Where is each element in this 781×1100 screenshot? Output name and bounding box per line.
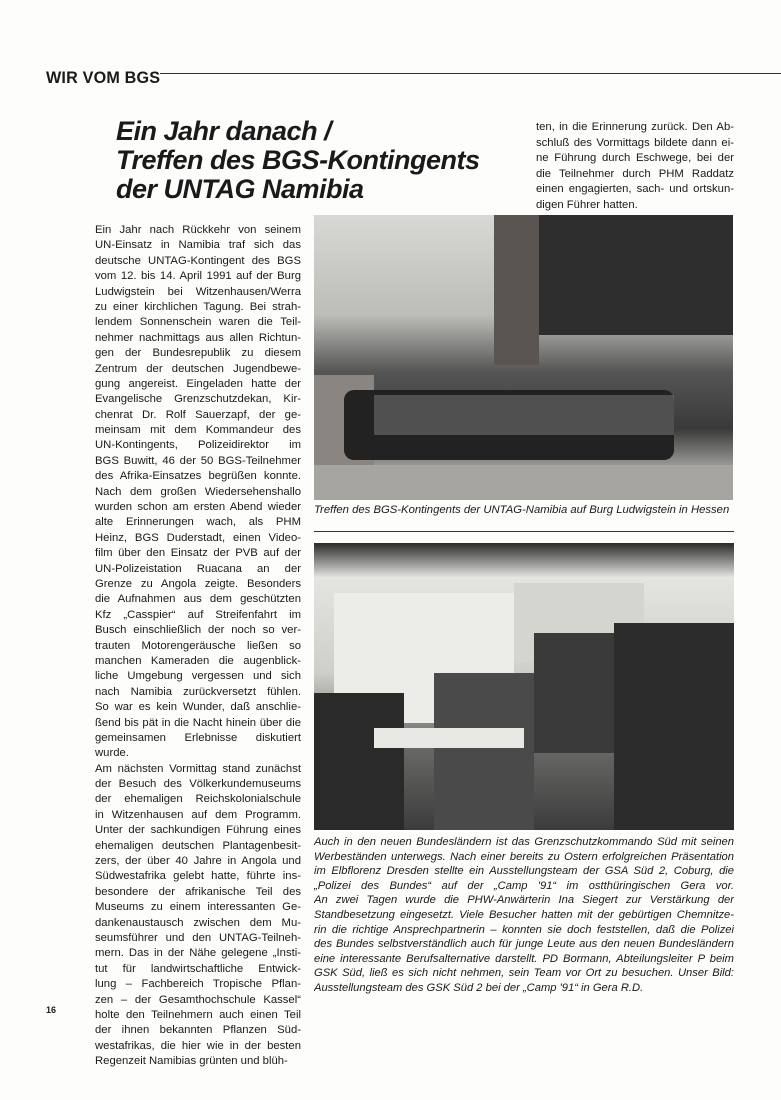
text-line: Museums zu einem interessanten Ge- bbox=[95, 901, 301, 914]
title-line: der UNTAG Namibia bbox=[116, 174, 364, 204]
text-line: besondere der afrikanische Teil des bbox=[95, 885, 301, 898]
text-line: UN-Kontingents, Polizeidirektor im bbox=[95, 439, 301, 452]
photo-caption-long bbox=[314, 835, 734, 996]
text-line: im Elbflorenz Dresden stellte ein Ausstellungsteam der GSA Süd 2, Coburg, die bbox=[314, 865, 734, 878]
text-line: Ludwigstein bei Witzenhausen/Werra bbox=[95, 285, 301, 298]
text-line: Unter der sachkundigen Führung eines bbox=[95, 824, 301, 837]
text-line: holte den Teilnehmern auch einen Teil bbox=[95, 1008, 301, 1021]
text-line: gung angereist. Eingeladen hatte der bbox=[95, 377, 301, 390]
group-photo bbox=[314, 215, 733, 500]
header-rule bbox=[160, 73, 781, 74]
text-line: nehmer nachmittags aus allen Richtun- bbox=[95, 331, 301, 344]
group-photo-illustration bbox=[314, 215, 733, 500]
text-line: Evangelische Grenzschutzdekan, Kir- bbox=[95, 393, 301, 406]
text-line: ßend bis pät in die Nacht hinein über die bbox=[95, 716, 301, 729]
text-line: des Bundes selbstverständlich auch für junge Leute aus den neuen Bundesländern bbox=[314, 938, 734, 951]
text-line: BGS Buwitt, 46 der 50 BGS-Teilnehmer bbox=[95, 454, 301, 467]
text-line: westafrikas, die hier wie in der besten bbox=[95, 1039, 301, 1052]
text-line: zu einer kirchlichen Tagung. Bei strah- bbox=[95, 300, 301, 313]
text-line: rin die richtige Ansprechpartnerin – konnten sie doch feststellen, daß die Polizei bbox=[314, 923, 734, 936]
text-line: film über den Einsatz der PVB auf der bbox=[95, 547, 301, 560]
text-line: vom 12. bis 14. April 1991 auf der Burg bbox=[95, 270, 301, 283]
text-line: einen engagierten, sach- und ortskun- bbox=[536, 183, 734, 196]
section-header: WIR VOM BGS bbox=[46, 68, 161, 87]
text-line: Zentrum der deutschen Jugendbewe- bbox=[95, 362, 301, 375]
text-line: lung – Fachbereich Tropische Pflan- bbox=[95, 978, 301, 991]
text-line: Kfz „Casspier“ auf Streifenfahrt im bbox=[95, 608, 301, 621]
text-line: liche Umgebung vergessen und sich bbox=[95, 670, 301, 683]
text-line: Grenze zu Angola zeigte. Besonders bbox=[95, 577, 301, 590]
text-line: seumsführer und den UNTAG-Teilneh- bbox=[95, 931, 301, 944]
article-body-right bbox=[536, 120, 734, 214]
text-line: schluß des Vormittags bildete dann ei- bbox=[536, 136, 734, 149]
text-line: gen der Bundesrepublik zu diesem bbox=[95, 347, 301, 360]
article-title bbox=[116, 117, 480, 204]
caption-divider bbox=[314, 531, 734, 532]
title-line: Ein Jahr danach / bbox=[116, 116, 332, 146]
text-line: Werbeständen unterwegs. Nach einer bereits zu Ostern erfolgreichen Präsentation bbox=[314, 850, 734, 863]
text-line: die Aufnahmen aus dem geschützten bbox=[95, 593, 301, 606]
text-line: der Besuch des Völkerkundemuseums bbox=[95, 778, 301, 791]
text-line: An zwei Tagen wurde die PHW-Anwärterin Ina Siegert zur Verstärkung der bbox=[314, 894, 734, 907]
text-line: eine interessante Berufsalternative darstellt. PD Bormann, Abteilungsleiter P beim bbox=[314, 952, 734, 965]
text-line: die Teilnehmer durch PHM Raddatz bbox=[536, 167, 734, 180]
text-line: wurden schon am ersten Abend wieder bbox=[95, 501, 301, 514]
text-line: deutsche UNTAG-Kontingent des BGS bbox=[95, 254, 301, 267]
text-line: UN-Einsatz in Namibia traf sich das bbox=[95, 239, 301, 252]
text-line: zen – der Gesamthochschule Kassel“ bbox=[95, 993, 301, 1006]
text-line: mern. Das in der Nähe gelegene „Insti- bbox=[95, 947, 301, 960]
text-line: ehemaligen deutschen Plantagenbesit- bbox=[95, 839, 301, 852]
text-line: zers, der über 40 Jahre in Angola und bbox=[95, 855, 301, 868]
title-line: Treffen des BGS-Kontingents bbox=[116, 145, 480, 175]
exhibition-photo-illustration bbox=[314, 543, 734, 830]
page-number: 16 bbox=[46, 1005, 57, 1015]
text-line: Regenzeit Namibias grünten und blüh- bbox=[95, 1055, 288, 1068]
text-line: So war es kein Wunder, daß anschlie- bbox=[95, 701, 301, 714]
text-line: UN-Polizeistation Ruacana an der bbox=[95, 562, 301, 575]
text-line: Busch einschließlich der noch so ver- bbox=[95, 624, 301, 637]
text-line: ten, in die Erinnerung zurück. Den Ab- bbox=[536, 121, 734, 133]
text-line: wurde. bbox=[95, 747, 129, 760]
photo-caption: Treffen des BGS-Kontingents der UNTAG-Namibia auf Burg Ludwigstein in Hessen bbox=[314, 504, 730, 516]
text-line: tut für landwirtschaftliche Entwick- bbox=[95, 962, 301, 975]
text-line: lendem Sonnenschein waren die Teil- bbox=[95, 316, 301, 329]
text-line: „Polizei des Bundes“ auf der „Camp '91“ im ostthüringischen Gera vor. bbox=[314, 879, 734, 892]
text-line: ne Führung durch Eschwege, bei der bbox=[536, 152, 734, 165]
exhibition-stand-photo bbox=[314, 543, 734, 830]
text-line: des Afrika-Einsatzes begrüßen konnte. bbox=[95, 470, 301, 483]
text-line: Standbesetzung eingesetzt. Viele Besucher hatten mit der gebürtigen Chemnitze- bbox=[314, 908, 734, 921]
text-line: Ein Jahr nach Rückkehr von seinem bbox=[95, 224, 301, 236]
text-line: der ehemaligen Reichskolonialschule bbox=[95, 793, 301, 806]
text-line: Ausstellungsteam des GSK Süd 2 bei der „Camp '91“ in Gera R.D. bbox=[314, 981, 644, 994]
article-body-left bbox=[95, 223, 301, 1069]
text-line: Südwestafrika gelebt hatte, führte ins- bbox=[95, 870, 301, 883]
text-line: der ihnen bekannten Pflanzen Süd- bbox=[95, 1024, 301, 1037]
text-line: manchen Kameraden die augenblick- bbox=[95, 654, 301, 667]
text-line: gemeinsamen Erlebnisse diskutiert bbox=[95, 731, 301, 744]
text-line: dankenaustausch zwischen dem Mu- bbox=[95, 916, 301, 929]
text-line: chenrat Dr. Rolf Sauerzapf, der ge- bbox=[95, 408, 301, 421]
text-line: Auch in den neuen Bundesländern ist das Grenzschutzkommando Süd mit seinen bbox=[314, 836, 734, 848]
text-line: alte Erinnerungen wach, als PHM bbox=[95, 516, 301, 529]
text-line: digen Führer hatten. bbox=[536, 198, 638, 211]
text-line: in Witzenhausen auf dem Programm. bbox=[95, 808, 301, 821]
text-line: Nach dem großen Wiedersehenshallo bbox=[95, 485, 301, 498]
text-line: meinsam mit dem Kommandeur des bbox=[95, 424, 301, 437]
text-line: nach Namibia zurückversetzt fühlen. bbox=[95, 685, 301, 698]
text-line: trauten Motorengeräusche ließen so bbox=[95, 639, 301, 652]
text-line: Heinz, BGS Duderstadt, einen Video- bbox=[95, 531, 301, 544]
text-line: Am nächsten Vormittag stand zunächst bbox=[95, 762, 301, 775]
text-line: GSK Süd, ließ es sich nicht nehmen, sein Team vor Ort zu besuchen. Unser Bild: bbox=[314, 967, 734, 980]
